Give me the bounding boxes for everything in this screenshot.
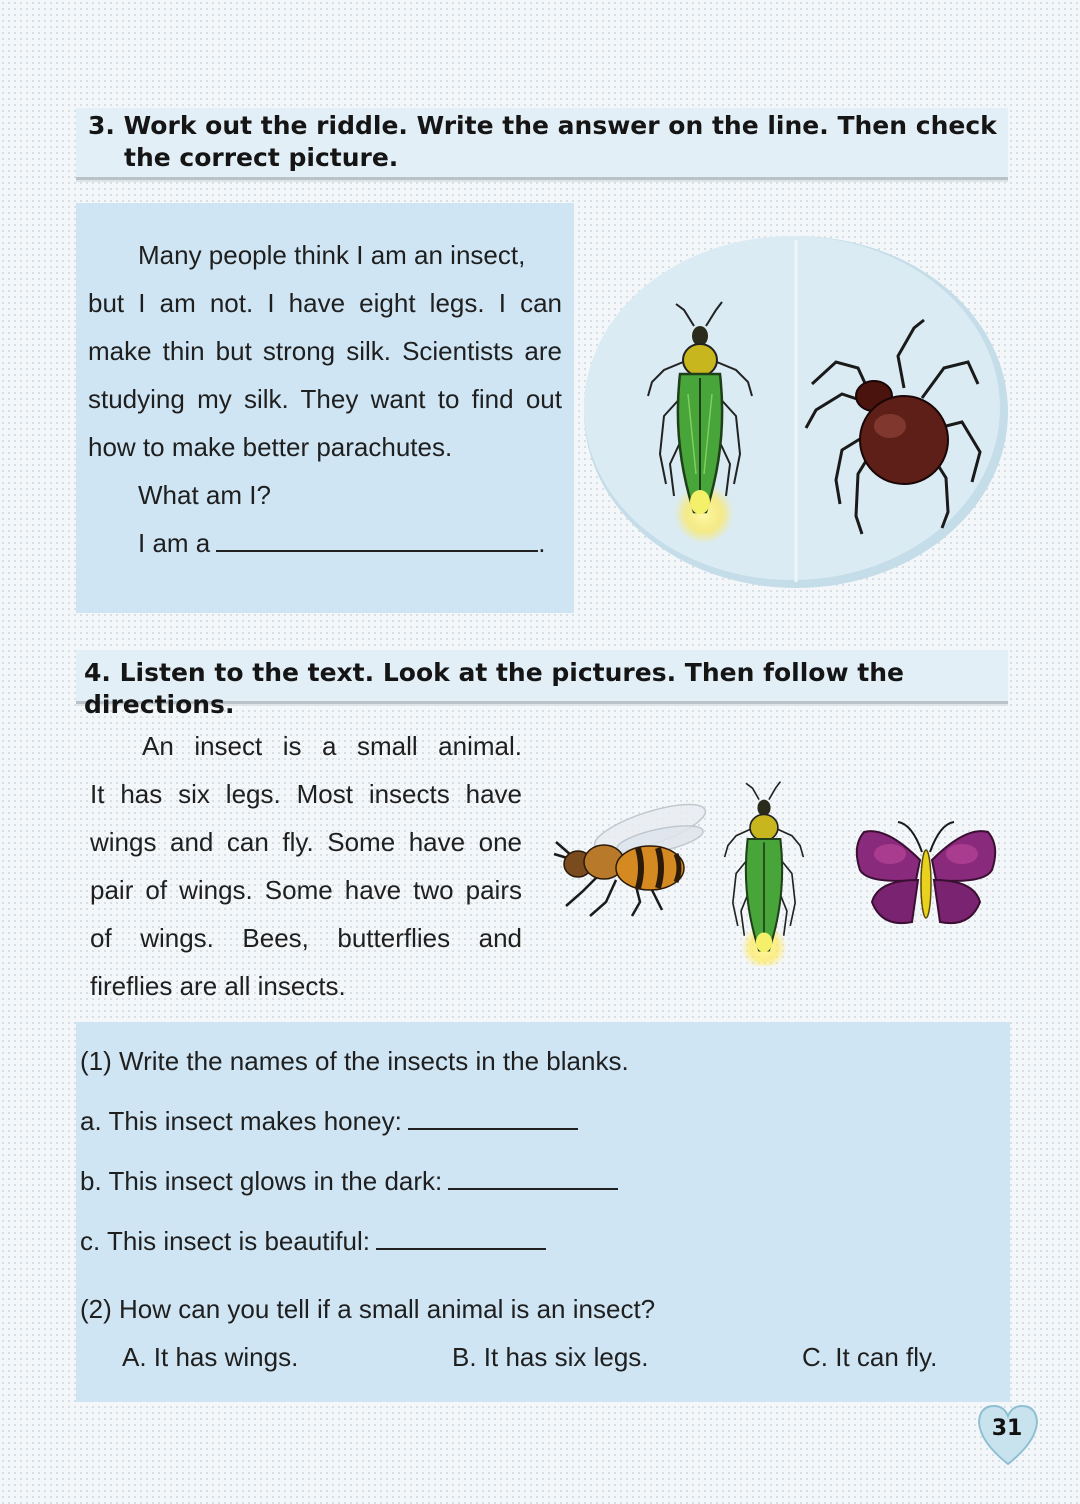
section-3-number: 3. [88,111,115,140]
riddle-line-1: Many people think I am an insect, [138,240,526,270]
riddle-line-2: but I am not. I have eight legs. I can [88,288,562,318]
insect-pictures [548,776,1000,966]
passage-line-1: An insect is a small animal. [142,731,522,761]
question-b-text: b. This insect glows in the dark: [80,1166,443,1196]
option-c[interactable]: C. It can fly. [802,1342,938,1372]
section-3-heading [76,108,1008,180]
question-c-text: c. This insect is beautiful: [80,1226,370,1256]
passage-line-5: of wings. Bees, butterflies and [90,923,522,953]
question-a [80,1106,578,1137]
riddle-question: What am I? [138,480,271,510]
question-c-blank[interactable] [376,1247,546,1250]
question-b-blank[interactable] [448,1187,618,1190]
question-b [80,1166,618,1197]
page-number-badge [976,1402,1042,1468]
answer-blank[interactable] [216,549,538,552]
section-4-heading [76,650,1008,719]
bee-icon [554,795,710,916]
option-a[interactable]: A. It has wings. [122,1342,299,1372]
section-4-instruction: Listen to the text. Look at the pictures. Then follow the directions. [84,658,904,719]
passage-line-6: fireflies are all insects. [90,971,346,1001]
section-3-instruction-line1: Work out the riddle. Write the answer on the line. Then check [123,111,997,140]
answer-prefix: I am a [138,528,211,558]
question-a-blank[interactable] [408,1127,578,1130]
passage-line-2: It has six legs. Most insects have [90,779,522,809]
riddle-pictures [582,234,1012,594]
part-2-title: (2) How can you tell if a small animal is an insect? [80,1294,656,1324]
question-c [80,1226,546,1257]
butterfly-icon [857,822,995,923]
picture-circle [584,236,1000,580]
section-3-instruction-line2: the correct picture. [124,143,399,172]
section-4-number: 4. [84,658,111,687]
riddle-line-5: how to make better parachutes. [88,432,453,462]
part-1-title: (1) Write the names of the insects in the blanks. [80,1046,629,1076]
page-number: 31 [991,1416,1023,1441]
answer-suffix: . [538,528,546,558]
riddle-line-3: make thin but strong silk. Scientists are [88,336,562,366]
riddle-answer-line [138,528,545,559]
passage-line-3: wings and can fly. Some have one [90,827,522,857]
option-b[interactable]: B. It has six legs. [452,1342,649,1372]
passage-line-4: pair of wings. Some have two pairs [90,875,522,905]
firefly-icon [725,782,804,966]
question-a-text: a. This insect makes honey: [80,1106,402,1136]
riddle-line-4: studying my silk. They want to find out [88,384,562,414]
